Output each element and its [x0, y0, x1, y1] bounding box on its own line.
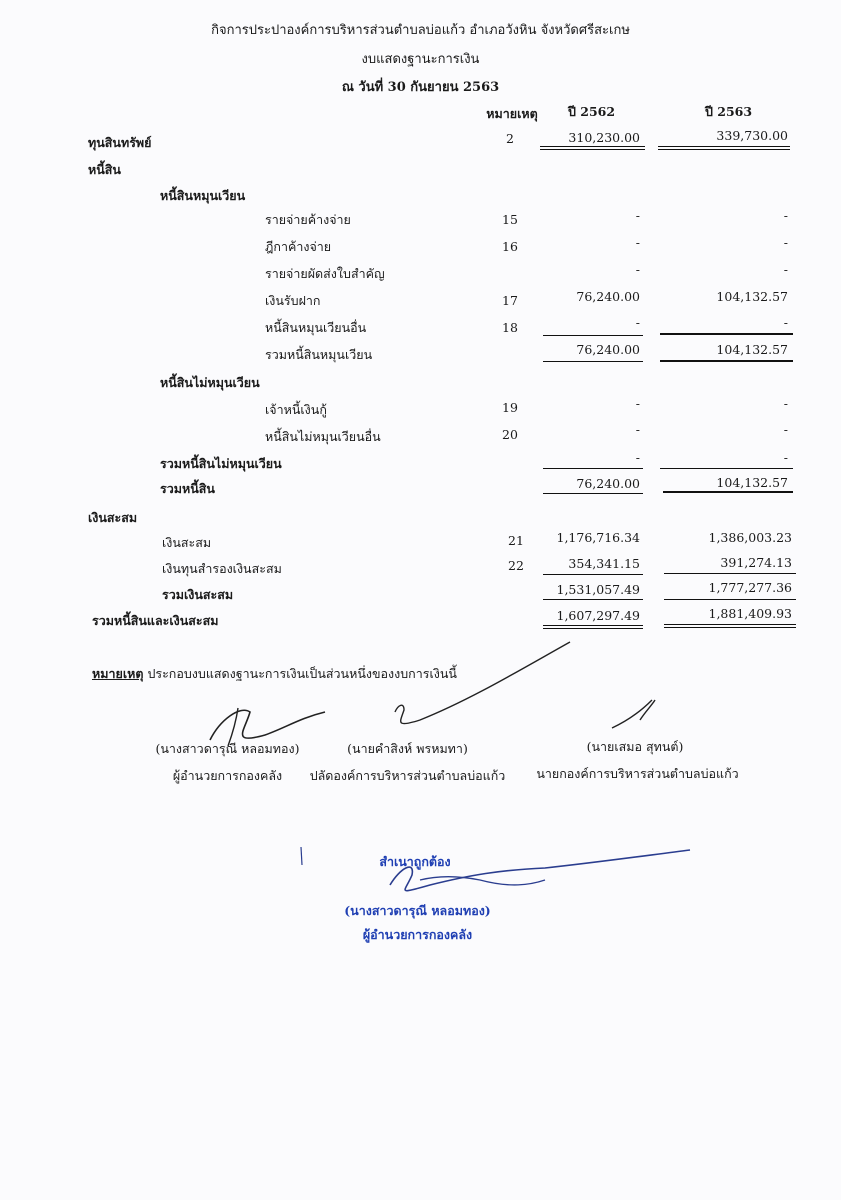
org-line: กิจการประปาองค์การบริหารส่วนตำบลบ่อแก้ว อำเภอวังหิน จังหวัดศรีสะเกษ	[211, 23, 630, 38]
certifier-name: (นางสาวดารุณี หลอมทอง)	[344, 903, 491, 918]
row-accrued-note: 15	[502, 212, 518, 227]
row-loans-payable-label: ฎีกาค้างจ่าย	[265, 239, 332, 254]
row-grand-total-label: รวมหนี้สินและเงินสะสม	[92, 613, 219, 628]
row-total-noncurrent-y2: -	[783, 450, 788, 465]
row-total-liabilities-y2: 104,132.57	[716, 475, 788, 490]
signatory-1-name: (นางสาวดารุณี หลอมทอง)	[155, 741, 300, 756]
remark-label: หมายเหตุ	[92, 666, 144, 681]
equity-heading: เงินสะสม	[88, 510, 138, 525]
col-2562-header: ปี 2562	[568, 104, 616, 119]
row-total-equity-y2: 1,777,277.36	[708, 580, 792, 595]
row-reserve-note: 22	[508, 558, 524, 573]
signatory-3-name: (นายเสมอ สุทนต์)	[586, 739, 684, 754]
col-2563-header: ปี 2563	[705, 104, 753, 119]
row-deferred-y1: -	[635, 262, 640, 277]
statement-title: งบแสดงฐานะการเงิน	[361, 52, 480, 67]
row-total-equity-label: รวมเงินสะสม	[162, 587, 234, 602]
row-loans-payable-note: 16	[502, 239, 518, 254]
row-accumulated-label: เงินสะสม	[162, 535, 212, 550]
row-capital-y1: 310,230.00	[568, 130, 640, 145]
row-capital-label: ทุนสินทรัพย์	[88, 135, 152, 150]
row-accumulated-y1: 1,176,716.34	[556, 530, 640, 545]
col-note-header: หมายเหตุ	[486, 106, 538, 121]
row-accumulated-note: 21	[508, 533, 524, 548]
row-grand-total-y2: 1,881,409.93	[708, 606, 792, 621]
row-total-noncurrent-y1: -	[635, 450, 640, 465]
row-other-current-note: 18	[502, 320, 518, 335]
row-other-noncurrent-label: หนี้สินไม่หมุนเวียนอื่น	[265, 429, 381, 444]
row-reserve-label: เงินทุนสำรองเงินสะสม	[162, 561, 282, 576]
remark-text: ประกอบงบแสดงฐานะการเงินเป็นส่วนหนึ่งของงบการเงินนี้	[147, 666, 457, 681]
noncurrent-liabilities-heading: หนี้สินไม่หมุนเวียน	[160, 375, 260, 390]
row-reserve-y2: 391,274.13	[720, 555, 792, 570]
row-total-current-y1: 76,240.00	[576, 342, 640, 357]
certified-copy-stamp: สำเนาถูกต้อง	[379, 854, 451, 869]
row-total-current-y2: 104,132.57	[716, 342, 788, 357]
row-total-noncurrent-label: รวมหนี้สินไม่หมุนเวียน	[160, 456, 282, 471]
row-accrued-label: รายจ่ายค้างจ่าย	[265, 212, 351, 227]
row-loans-payable-y2: -	[783, 235, 788, 250]
row-capital-y2: 339,730.00	[716, 128, 788, 143]
row-other-current-y1: -	[635, 315, 640, 330]
row-deposits-label: เงินรับฝาก	[265, 293, 321, 308]
row-other-noncurrent-note: 20	[502, 427, 518, 442]
signatory-2-title: ปลัดองค์การบริหารส่วนตำบลบ่อแก้ว	[309, 768, 506, 783]
row-borrowings-y1: -	[635, 396, 640, 411]
row-reserve-y1: 354,341.15	[568, 556, 640, 571]
row-total-liabilities-label: รวมหนี้สิน	[160, 481, 215, 496]
row-other-noncurrent-y1: -	[635, 422, 640, 437]
row-deposits-y2: 104,132.57	[716, 289, 788, 304]
signatory-3-title: นายกองค์การบริหารส่วนตำบลบ่อแก้ว	[536, 766, 739, 781]
row-deposits-y1: 76,240.00	[576, 289, 640, 304]
row-borrowings-note: 19	[502, 400, 518, 415]
signatory-2-name: (นายคำสิงห์ พรหมทา)	[347, 741, 468, 756]
row-other-current-label: หนี้สินหมุนเวียนอื่น	[265, 320, 367, 335]
row-grand-total-y1: 1,607,297.49	[556, 608, 640, 623]
row-deferred-y2: -	[783, 262, 788, 277]
row-accrued-y2: -	[783, 208, 788, 223]
liabilities-heading: หนี้สิน	[88, 162, 121, 177]
row-deposits-note: 17	[502, 293, 518, 308]
row-total-equity-y1: 1,531,057.49	[556, 582, 640, 597]
statement-date: ณ วันที่ 30 กันยายน 2563	[341, 80, 500, 95]
row-capital-note: 2	[506, 131, 514, 146]
row-deferred-label: รายจ่ายผัดส่งใบสำคัญ	[265, 266, 385, 281]
row-accrued-y1: -	[635, 208, 640, 223]
row-accumulated-y2: 1,386,003.23	[708, 530, 792, 545]
row-other-current-y2: -	[783, 315, 788, 330]
row-loans-payable-y1: -	[635, 235, 640, 250]
row-borrowings-y2: -	[783, 396, 788, 411]
row-total-current-label: รวมหนี้สินหมุนเวียน	[265, 347, 373, 362]
current-liabilities-heading: หนี้สินหมุนเวียน	[160, 188, 246, 203]
row-total-liabilities-y1: 76,240.00	[576, 476, 640, 491]
signatory-1-title: ผู้อำนวยการกองคลัง	[172, 768, 283, 783]
certifier-title: ผู้อำนวยการกองคลัง	[362, 927, 473, 942]
row-other-noncurrent-y2: -	[783, 422, 788, 437]
row-borrowings-label: เจ้าหนี้เงินกู้	[265, 402, 327, 417]
